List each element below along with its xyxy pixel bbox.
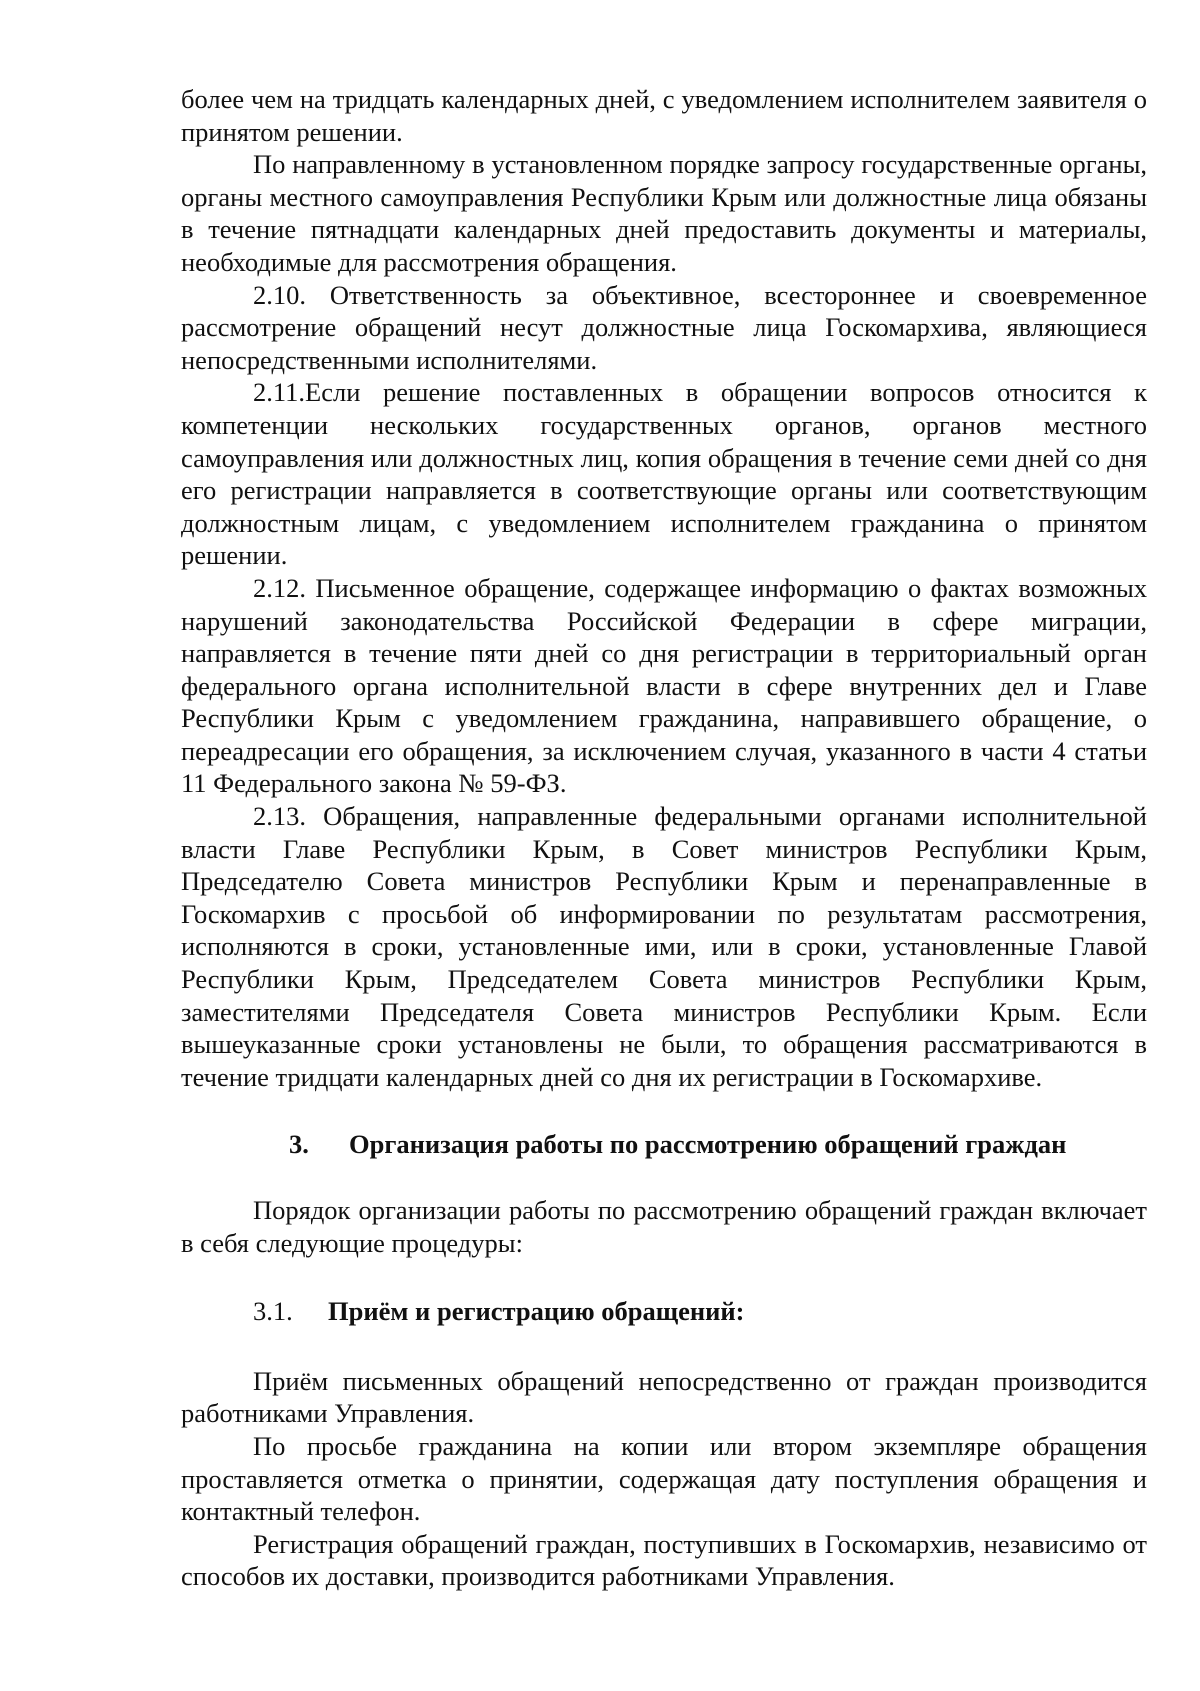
paragraph-2-12: 2.12. Письменное обращение, содержащее информацию о фактах возможных нарушений законодательства Российской Федерации в сфере миграции, направляется в течение пяти дней со дня регистрации в территориальный орган федерального органа исполнительной власти в сфере внутренних дел и Главе Республики Крым с уведомлением гражданина, направившего обращение, о переадресации его обращения, за исключением случая, указанного в части 4 статьи 11 Федерального закона № 59-ФЗ. — [181, 572, 1147, 799]
section-3-title: Организация работы по рассмотрению обращений граждан — [349, 1129, 1067, 1160]
paragraph-registration: Регистрация обращений граждан, поступивших в Госкомархив, независимо от способов их доставки, производится работниками Управления. — [181, 1528, 1147, 1592]
paragraph-2-13: 2.13. Обращения, направленные федеральными органами исполнительной власти Главе Республики Крым, в Совет министров Республики Крым, Председателю Совета министров Республики Крым и перенаправленные в Госкомархив с просьбой об информировании по результатам рассмотрения, исполняются в сроки, установленные ими, или в сроки, установленные Главой Республики Крым, Председателем Совета министров Республики Крым, заместителями Председателя Совета министров Республики Крым. Если вышеуказанные сроки установлены не были, то обращения рассматриваются в течение тридцати календарных дней со дня их регистрации в Госкомархиве. — [181, 801, 1147, 1092]
section-3-heading — [181, 1128, 1147, 1161]
paragraph-2-10: 2.10. Ответственность за объективное, всестороннее и своевременное рассмотрение обращений несут должностные лица Госкомархива, являющиеся непосредственными исполнителями. — [181, 279, 1147, 375]
section-3-1-title: Приём и регистрацию обращений: — [328, 1296, 745, 1327]
section-3-1-number: 3.1. — [253, 1296, 293, 1327]
paragraph-2-11: 2.11.Если решение поставленных в обращении вопросов относится к компетенции нескольких государственных органов, органов местного самоуправления или должностных лиц, копия обращения в течение семи дней со дня его регистрации направляется в соответствующие органы или соответствующим должностным лицам, с уведомлением исполнителем гражданина о принятом решении. — [181, 377, 1147, 571]
section-3-intro: Порядок организации работы по рассмотрению обращений граждан включает в себя следующие процедуры: — [181, 1195, 1147, 1258]
paragraph-reception: Приём письменных обращений непосредственно от граждан производится работниками Управления. — [181, 1365, 1147, 1429]
document-page — [181, 83, 1147, 1593]
paragraph-copy-mark: По просьбе гражданина на копии или втором экземпляре обращения проставляется отметка о принятии, содержащая дату поступления обращения и контактный телефон. — [181, 1430, 1147, 1527]
paragraph-request-documents: По направленному в установленном порядке запросу государственные органы, органы местного самоуправления Республики Крым или должностные лица обязаны в течение пятнадцати календарных дней предоставить документы и материалы, необходимые для рассмотрения обращения. — [181, 149, 1147, 277]
section-3-1-heading — [181, 1295, 1147, 1328]
paragraph-continuation: более чем на тридцать календарных дней, с уведомлением исполнителем заявителя о принятом решении. — [181, 84, 1147, 147]
section-3-number: 3. — [289, 1129, 309, 1160]
